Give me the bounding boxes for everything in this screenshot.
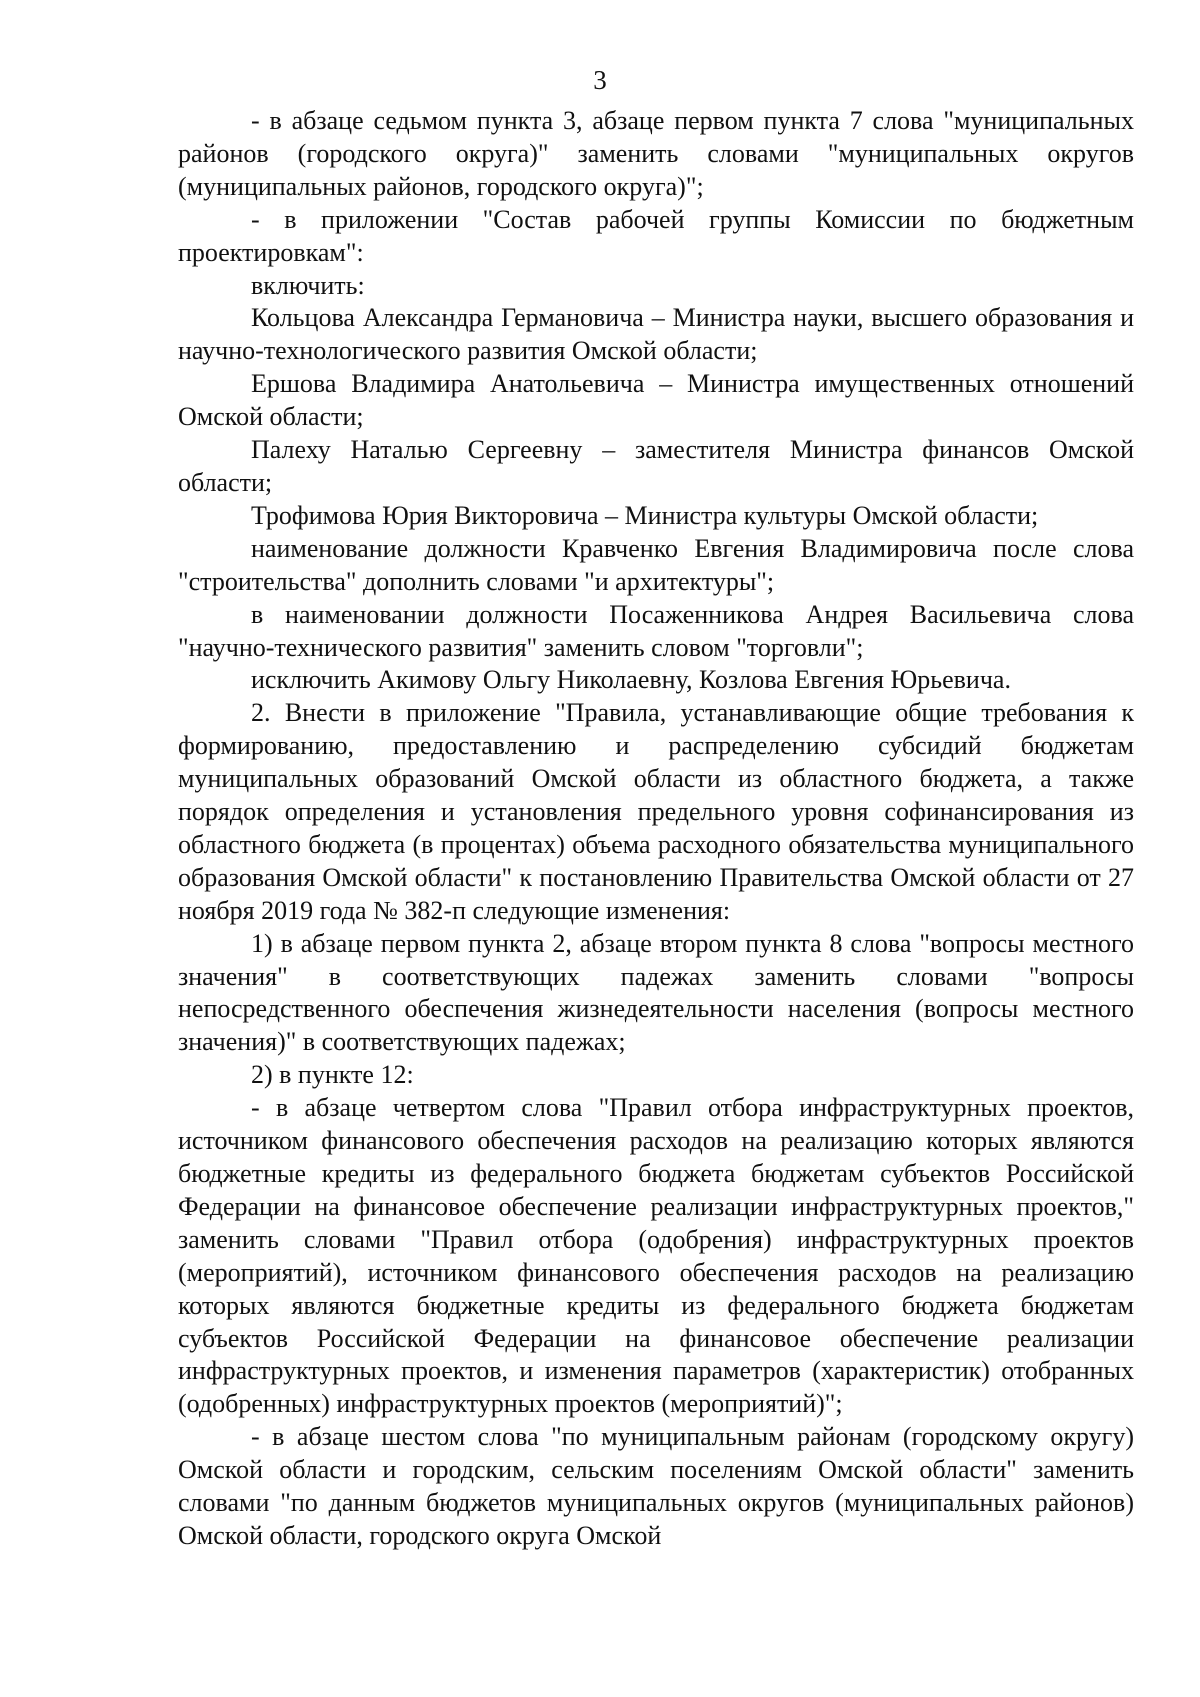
paragraph-11: 2. Внести в приложение "Правила, устанавливающие общие требования к формированию, предоставлению и распределению субсидий бюджетам муниципальных образований Омской области из областного бюджета, а также порядок определения и установления предельного уровня софинансирования из областного бюджета (в процентах) объема расходного обязательства муниципального образования Омской области" к постановлению Правительства Омской области от 27 ноября 2019 года № 382-п следующие изменения: <box>178 698 1134 925</box>
paragraph-14: - в абзаце четвертом слова "Правил отбора инфраструктурных проектов, источником финансового обеспечения расходов на реализацию которых являются бюджетные кредиты из федерального бюджета бюджетам субъектов Российской Федерации на финансовое обеспечение реализации инфраструктурных проектов," заменить словами "Правил отбора (одобрения) инфраструктурных проектов (мероприятий), источником финансового обеспечения расходов на реализацию которых являются бюджетные кредиты из федерального бюджета бюджетам субъектов Российской Федерации на финансовое обеспечение реализации инфраструктурных проектов, и изменения параметров (характеристик) отобранных (одобренных) инфраструктурных проектов (мероприятий)"; <box>178 1093 1134 1419</box>
paragraph-15: - в абзаце шестом слова "по муниципальным районам (городскому округу) Омской области и городским, сельским поселениям Омской области" заменить словами "по данным бюджетов муниципальных округов (муниципальных районов) Омской области, городского округа Омской <box>178 1422 1134 1550</box>
document-body <box>178 105 1134 1553</box>
paragraph-7: Трофимова Юрия Викторовича – Министра культуры Омской области; <box>251 500 1039 530</box>
page-number: 3 <box>593 65 607 95</box>
paragraph-13: 2) в пункте 12: <box>251 1060 414 1090</box>
paragraph-12: 1) в абзаце первом пункта 2, абзаце втором пункта 8 слова "вопросы местного значения" в соответствующих падежах заменить словами "вопросы непосредственного обеспечения жизнедеятельности населения (вопросы местного значения)" в соответствующих падежах; <box>178 928 1134 1057</box>
paragraph-8: наименование должности Кравченко Евгения Владимировича после слова "строительства" дополнить словами "и архитектуры"; <box>178 533 1134 596</box>
paragraph-2: - в приложении "Состав рабочей группы Комиссии по бюджетным проектировкам": <box>178 204 1134 267</box>
paragraph-3: включить: <box>251 270 365 300</box>
paragraph-5: Ершова Владимира Анатольевича – Министра имущественных отношений Омской области; <box>178 369 1134 432</box>
paragraph-6: Палеху Наталью Сергеевну – заместителя Министра финансов Омской области; <box>178 435 1134 497</box>
paragraph-1: - в абзаце седьмом пункта 3, абзаце первом пункта 7 слова "муниципальных районов (городского округа)" заменить словами "муниципальных округов (муниципальных районов, городского округа)"; <box>178 106 1134 201</box>
paragraph-4: Кольцова Александра Германовича – Министра науки, высшего образования и научно-технологического развития Омской области; <box>178 303 1134 366</box>
paragraph-9: в наименовании должности Посаженникова Андрея Васильевича слова "научно-технического развития" заменить словом "торговли"; <box>178 599 1134 662</box>
paragraph-10: исключить Акимову Ольгу Николаевну, Козлова Евгения Юрьевича. <box>251 665 1011 695</box>
